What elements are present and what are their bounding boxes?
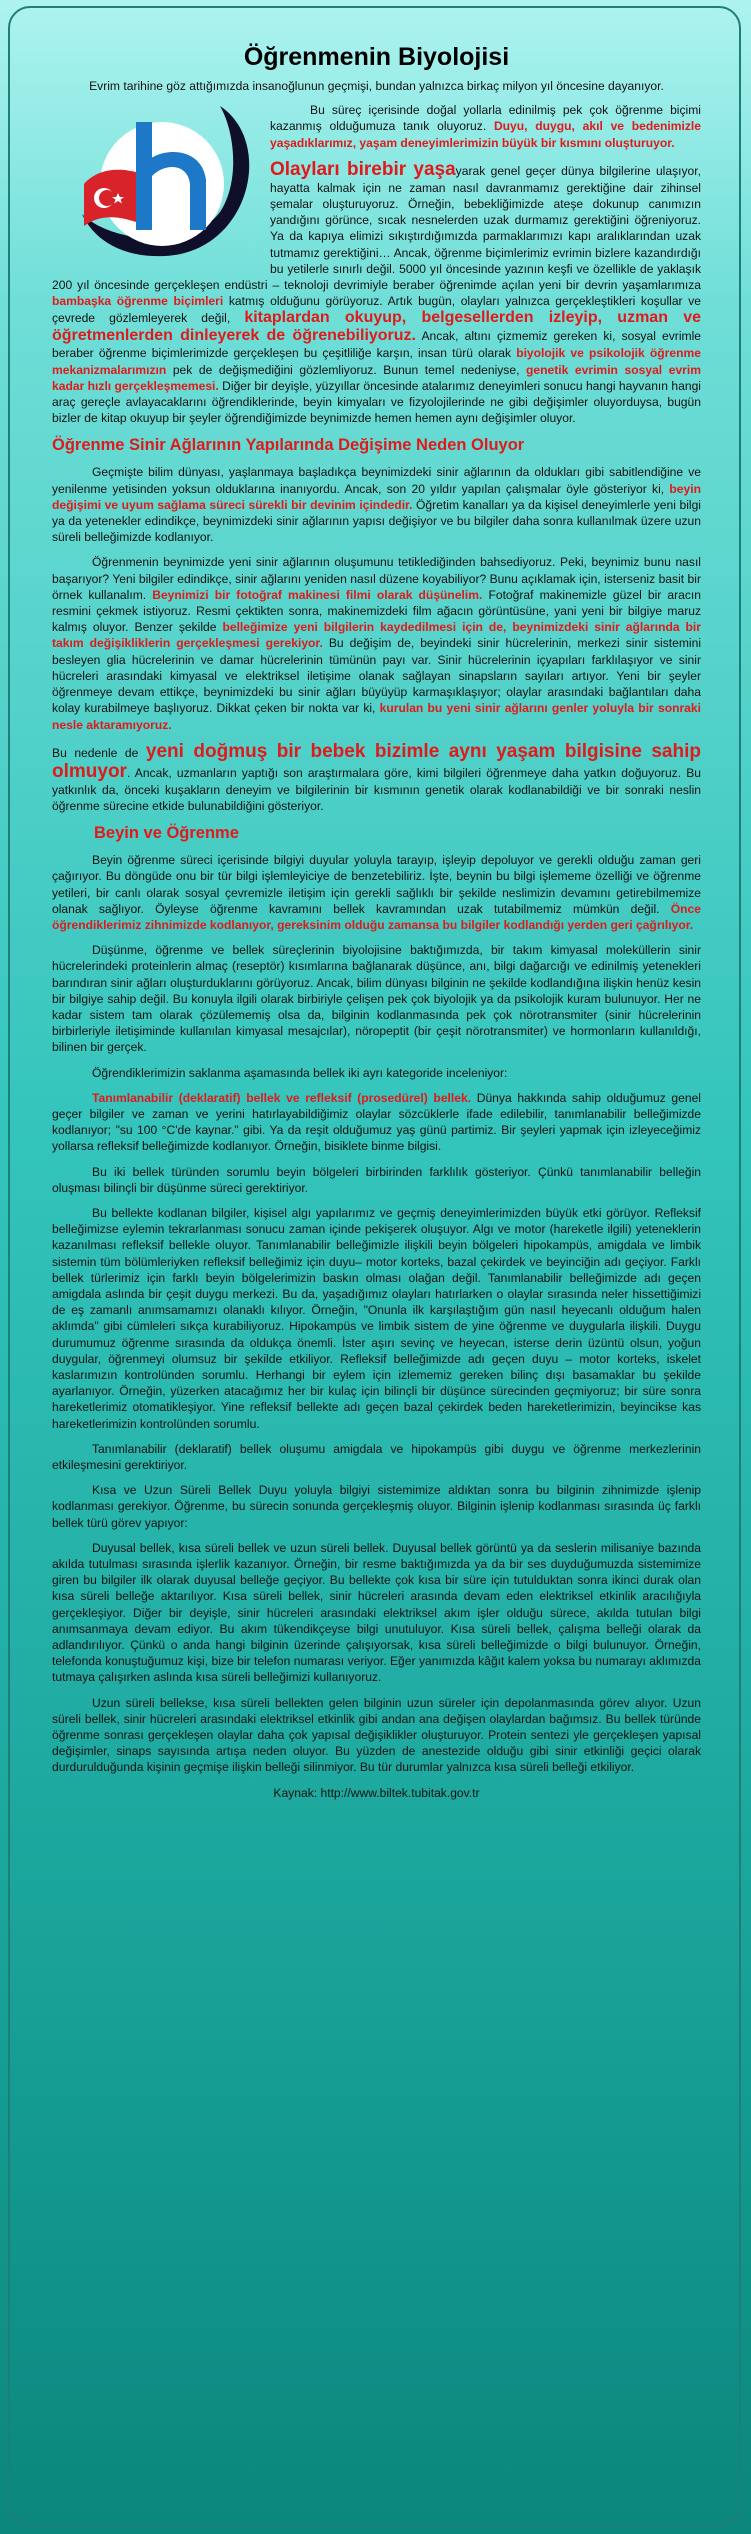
section-heading-1: Öğrenme Sinir Ağlarının Yapılarında Değişime Neden Oluyor xyxy=(52,436,525,455)
paragraph-9: Tanımlanabilir (deklaratif) bellek ve refleksif (prosedürel) bellek. Dünya hakkında sahip olduğumuz genel geçer bilgiler ve zaman ve yerini hatırlayabildiğimiz olaylar sözcüklerle ifade edilebilir, tanımlanabilir belleğimizde kodlanıyor; "su 100 °C'de kaynar." gibi. Ya da reşit olduğumuz yaş günü partimiz. Bir şeyleri yapmak için izleyeceğimiz yollarsa refleksif belleğimizde kodlanıyor. Örneğin, bisiklete binme bilgisi. xyxy=(52,1090,701,1154)
paragraph-7: Düşünme, öğrenme ve bellek süreçlerinin biyolojisine baktığımızda, bir takım kimyasal moleküllerin sinir hücrelerindeki proteinlerin almaç (reseptör) kısımlarına bağlanarak düşünce, anı, bilgi dağarcığı ve edinilmiş yetenekleri barındıran sinir ağları oluşturduklarını görüyoruz. Ancak, bilim dünyası bilginin ne şekilde kodlandığına ilişkin henüz kesin bir bilgiye sahip değil. Bu konuyla ilgili olarak birbiriyle çelişen pek çok biyolojik ya da psikolojik kuram bulunuyor. Her ne kadar sistem tam olarak çözülememiş olsa da, bilginin kodlanmasında pek çok nörotransmiter (sinir hücrelerinin birbirleriyle iletişiminde kullanılan kimyasal mesajcılar), nöropeptit (bir çeşit nörotransmiter) ve hormonların kullanıldığı, bilinen bir gerçek. xyxy=(52,943,701,1055)
logo-letter: h xyxy=(70,102,71,104)
paragraph-3: Geçmişte bilim dünyası, yaşlanmaya başladıkça beynimizdeki sinir ağlarının da oldukları gibi sabitlendiğine ve yenilenme yetisinden yoksun olduklarına inanıyordu. Ancak, son 20 yıldır yapılan çalışmalar öyle gösteriyor ki, beyin değişimi ve uyum sağlama süreci sürekli bir devinim içindedir. Öğretim kanalları ya da kişisel deneyimlerle yeni bilgi ya da yetenekler edindikçe, beynimizdeki sinir ağlarının yapısı değişiyor ve bu bilgiler daha sonra kullanılmak üzere uzun süreli belleğimizde kodlanıyor. xyxy=(52,465,701,545)
page-frame xyxy=(8,6,741,2526)
intro-paragraph: Evrim tarihine göz attığımızda insanoğlunun geçmişi, bundan yalnızca birkaç milyon yıl öncesine dayanıyor. xyxy=(89,79,664,93)
logo-letter-stem xyxy=(136,122,152,230)
paragraph-14: Duyusal bellek, kısa süreli bellek ve uzun süreli bellek. Duyusal bellek görüntü ya da seslerin milisaniye bazında akılda tutulması sırasında işlerlik kazanıyor. Örneğin, bir resme baktığımızda ya da bir ses duyduğumuzda sistemimize giren bu bilgiler ilk olarak duyusal belleğe geçiyor. Bu bellekte çok kısa bir süre için tutulduktan sonra ikinci durak olan kısa süreli belleğe aktarılıyor. Kısa süreli bellek, sinir hücreleri arasında devam eden elektriksel etkinlik aracılığıyla gerçekleşiyor. Diğer bir deyişle, sinir hücreleri arasındaki elektriksel akım işler olduğu sürece, akılda tutulan bilgi anımsanmaya devam ediyor. Bu akım tükendikçeyse bilgi unutuluyor. Kısa süreli bellek, çalışma belleği olarak da adlandırılıyor. Çünkü o anda hangi bilginin üzerinde çalışıyorsak, kısa süreli belleğimizde o bilgi bulunuyor. Örneğin, telefonda konuştuğumuz kişi, bize bir telefon numarası veriyor. Eğer yanımızda kâğıt kalem yoksa bu numarayı aklımızda tutmaya çalışırken aslında kısa süreli belleğimizi kullanıyoruz. xyxy=(52,1540,701,1685)
paragraph-12: Tanımlanabilir (deklaratif) bellek oluşumu amigdala ve hipokampüs gibi duygu ve öğrenme merkezlerinin etkileşmesini gerektiriyor. xyxy=(52,1441,701,1473)
paragraph-2: Olayları birebir yaşayarak genel geçer dünya bilgilerine ulaşıyor, hayatta kalmak için ne zaman nasıl davranmamız gerektiğine dair zihinsel şemalar oluşturuyoruz. Örneğin, bebekliğimizde ateşe dokunup canımızın yandığını görünce, sıcak nesnelerden uzak durmamız gerektiğini öğreniyoruz. Ya da kapıya elimizi sıkıştırdığımızda parmaklarımızı kapı aralıklarından uzak tutmamız gerektiğini… Ancak, öğrenme biçimlerimiz evrimin bizlere kazandırdığı bu yetilerle sınırlı değil. 5000 yıl öncesinde yazının keşfi ve özellikle de yaklaşık 200 yıl öncesinde gerçekleşen endüstri – teknoloji devrimiyle beraber öğrenimde açılan yeni bir devrin yaşamlarımıza bambaşka öğrenme biçimleri katmış olduğunu görüyoruz. Artık bugün, olayları yalnızca gerçekleştikleri koşullar ve çevrede gözlemleyerek değil, kitaplardan okuyup, belgesellerden izleyip, uzman ve öğretmenlerden dinleyerek de öğrenebiliyoruz. Ancak, altını çizmemiz gereken ki, sosyal evrimle beraber öğrenme biçimlerimizde gerçekleşen bu çeşitliliğe karşın, insan türü olarak biyolojik ve psikolojik öğrenme mekanizmalarımızın pek de değişmediğini gözlemliyoruz. Bunun temel nedeniyse, genetik evrimin sosyal evrim kadar hızlı gerçekleşmemesi. Diğer bir deyişle, yüzyıllar öncesinde atalarımız deneyimleri sonucu hangi hayvanın hangi araç gereçle avlayacaklarını öğrendiklerinde, beyin kimyaları ve fizyolojilerinde ne gibi değişimler oluyorduysa, bugün bizler de kitap okuyup bir şeyler öğrendiğimizde beynimizde hemen hemen aynı değişimler oluyor. xyxy=(52,158,702,426)
paragraph-4: Öğrenmenin beynimizde yeni sinir ağlarının oluşumunu tetiklediğinden bahsediyoruz. Peki, beynimiz bunu nasıl başarıyor? Yeni bilgiler edindikçe, sinir ağlarını yeniden nasıl düzene koyabiliyor? Bunu açıklamak için, isterseniz basit bir örnek kullanalım. Beynimizi bir fotoğraf makinesi filmi olarak düşünelim. Fotoğraf makinemizle güzel bir aracın resmini çekmek istiyoruz. Resmi çektikten sonra, makinemizdeki film ağacın görüntüsüne, yani yeni bir bilgiye maruz kalmış oluyor. Benzer şekilde belleğimize yeni bilgilerin kaydedilmesi için de, beynimizdeki sinir ağlarında bir takım değişikliklerin gerçekleşmesi gerekiyor. Bu değişim de, beyindeki sinir hücrelerinin, merkezi sinir sistemini besleyen glia hücrelerinin ve damar hücrelerinin tümünün payı var. Sinir hücrelerinin içyapıları farklılaşıyor ve sinir hücreleri arasındaki kimyasal ve elektriksel iletişime olanak sağlayan sinapsların sayıları artıyor. Yeni bir şeyler öğrenmeye devam ettikçe, beynimizdeki bu sinir ağları büyüyüp karmaşıklaşıyor; olaylar arasındaki bağlantıları daha kolay kurabilmeye başlıyoruz. Dikkat çeken bir nokta var ki, kurulan bu yeni sinir ağlarını genler yoluyla bir sonraki nesle aktaramıyoruz. xyxy=(52,555,701,732)
section-heading-2: Beyin ve Öğrenme xyxy=(94,824,239,843)
source-link[interactable]: Kaynak: http://www.biltek.tubitak.gov.tr xyxy=(273,1785,480,1800)
logo-image xyxy=(70,102,260,260)
article xyxy=(52,8,701,1810)
page-title: Öğrenmenin Biyolojisi xyxy=(243,43,510,71)
paragraph-15: Uzun süreli bellekse, kısa süreli bellekten gelen bilginin uzun süreler için depolanmasında görev alıyor. Uzun süreli bellek, sinir hücreleri arasındaki elektriksel etkinlik gibi andan ana değişen olaylardan bağımsız. Bu bellek türünde öğrenme sonrası gerçekleşen olaylar daha çok yapısal değişiklikler oluşturuyor. Protein sentezi yle gerçekleşen yapısal değişimler, sinaps sayısında artışa neden oluyor. Bu yüzden de anestezide olduğu gibi sinir etkinliği geçici olarak durdurulduğunda kişinin geçmişe ilişkin belleği silinmiyor. Bu tür durumlar yalnızca kısa süreli belleği etkiliyor. xyxy=(52,1695,701,1775)
paragraph-11: Bu bellekte kodlanan bilgiler, kişisel algı yapılarımız ve geçmiş deneyimlerimizden büyük etki görüyor. Refleksif belleğimizse eylemin tekrarlanması sonucu zaman içinde pekişerek oluşuyor. Algı ve motor (hareketle ilgili) yeteneklerin kazanılması refleksif bellekle oluyor. Tanımlanabilir belleğimizle ilişkili beyin bölgeleri hipokampüs, amigdala ve limbik sistemin tüm bölümleriyken refleksif belleğimiz için duyu– motor korteks, bazal çekirdek ve beyinciğin adı geçiyor. Farklı bellek türlerimiz için farklı beyin bölgelerimizin baskın olması olağan değil. Tanımlanabilir belleğimizde adı geçen amigdala aslında bir çeşit duygu merkezi. Bu da, yaşadığımız olayları hatırlarken o olaylar sırasında neler hissettiğimizi de eş zamanlı anımsamamızı olanaklı kılıyor. Örneğin, "Onunla ilk karşılaştığım gün nasıl heyecanlı olduğum halen aklımda" gibi cümleleri sıkça kurabiliyoruz. Hipokampüs ve limbik sistem de yine öğrenme ve duygularla ilişkili. Duygu durumumuz öğrenme sırasında da oldukça önemli. İster aşırı sevinç ve heyecan, isterse derin üzüntü olsun, yoğun duygular, öğrenmeyi olumsuz bir şekilde etkiliyor. Refleksif belleğimizde adı geçen duyu – motor korteks, iskelet kaslarımızın kontrolünden sorumlu. Herhangi bir eylem için izlememiz gereken bilinç dışı basamaklar bu şekilde ayarlanıyor. Örneğin, yüzerken atacağımız her bir kulaç için bilinçli bir düşünce sürecinden geçmiyoruz; bir süre sonra hareketlerimiz otomatikleşiyor. Yine refleksif bellekte adı geçen bazal çekirdek beden hareketlerimizin, beyincikse kas hareketlerimizin kontrolünden sorumlu. xyxy=(52,1205,701,1431)
paragraph-5: Bu nedenle de yeni doğmuş bir bebek bizimle aynı yaşam bilgisine sahip olmuyor. Ancak, uzmanların yaptığı son araştırmalara göre, kimi bilgileri öğrenmeye daha yatkın doğuyoruz. Bu yatkınlık da, önceki kuşakların deneyim ve bilgilerinin bir kısmının genetik olarak kodlanabildiği ve bir sonraki neslin öğrenme sürecine etkide bulunabildiğini gösteriyor. xyxy=(52,740,701,813)
paragraph-6: Beyin öğrenme süreci içerisinde bilgiyi duyular yoluyla tarayıp, işleyip depoluyor ve gerekli olduğu zaman geri çağırıyor. Bu döngüde onu bir tür bilgi işlemleyiciye de benzetebiliriz. İşte, beynin bu bilgi işlememe özelliği ve öğrenme yetileri, bir canlı olarak sosyal çevremizle iletişim için gerekli sağlıklı bir şekilde neslimizin devamını getirebilmemize olanak sağlıyor. Öyleyse öğrenme kavramını bellek kavramından uzak tutabilmemiz mümkün değil. Önce öğrendiklerimiz zihnimizde kodlanıyor, gereksinim olduğu zamansa bu bilgiler kodlandığı yerden geri çağrılıyor. xyxy=(52,853,701,932)
paragraph-13: Kısa ve Uzun Süreli Bellek Duyu yoluyla bilgiyi sistemimize aldıktan sonra bu bilginin zihnimizde işlenip kodlanması gerekiyor. Öğrenme, bu sürecin sonunda gerçekleşmiş oluyor. Bilginin işlenip kodlanması sırasında üç farklı bellek türü görev yapıyor: xyxy=(52,1483,701,1530)
paragraph-10: Bu iki bellek türünden sorumlu beyin bölgeleri birbirinden farklılık gösteriyor. Çünkü tanımlanabilir belleğin oluşması bilinçli bir düşünme süreci gerektiriyor. xyxy=(52,1164,701,1195)
paragraph-1: Bu süreç içerisinde doğal yollarla edinilmiş pek çok öğrenme biçimi kazanmış olduğumuza tanık oluyoruz. Duyu, duygu, akıl ve bedenimizle yaşadıklarımız, yaşam deneyimlerimizin büyük bir kısmını oluşturuyor. xyxy=(270,103,702,150)
paragraph-8: Öğrendiklerimizin saklanma aşamasında bellek iki ayrı kategoride inceleniyor: xyxy=(92,1065,508,1080)
